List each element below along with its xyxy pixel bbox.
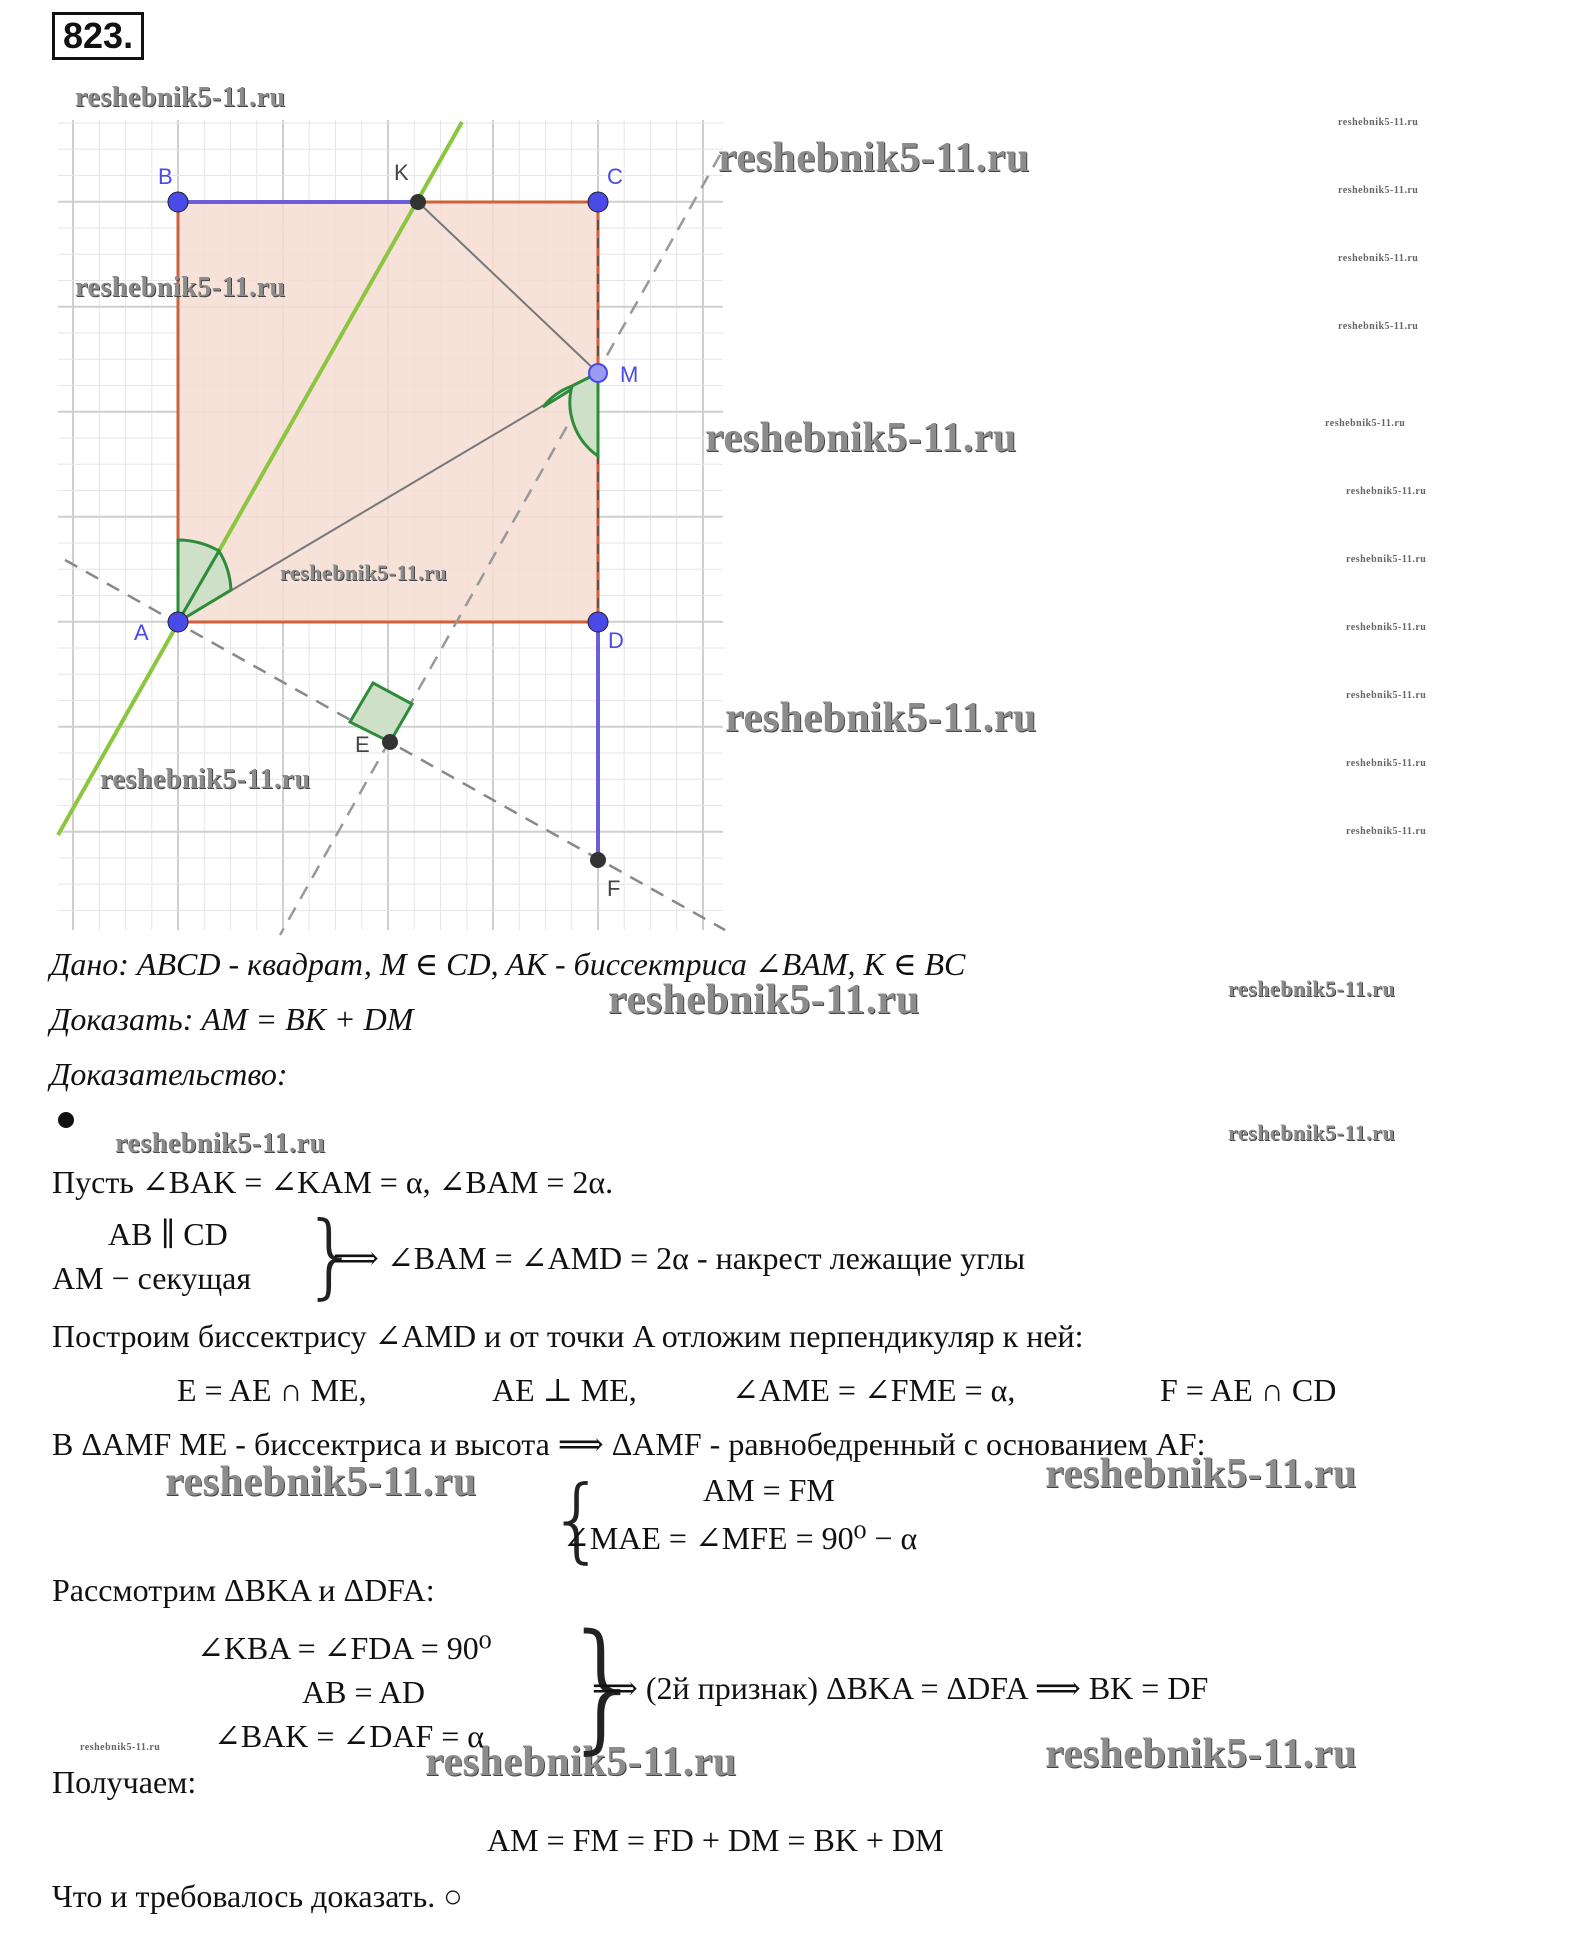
watermark: reshebnik5-11.ru [1045, 1731, 1357, 1777]
watermark: reshebnik5-11.ru [1338, 321, 1419, 332]
watermark: reshebnik5-11.ru [608, 977, 920, 1023]
watermark: reshebnik5-11.ru [115, 1128, 326, 1159]
watermark: reshebnik5-11.ru [1338, 117, 1419, 128]
definition-e: E = AE ∩ ME, [177, 1372, 367, 1408]
square-fill [178, 202, 598, 622]
system2-line-a: AM = FM [703, 1472, 835, 1508]
watermark: reshebnik5-11.ru [1346, 622, 1427, 633]
triangle-amf-line: В ΔAMF ME - биссектриса и высота ⟹ ΔAMF - равнобедренный с основанием AF: [52, 1426, 1206, 1462]
label-k: K [394, 160, 409, 185]
qed-line: Что и требовалось доказать. ○ [52, 1878, 463, 1914]
watermark: reshebnik5-11.ru [75, 272, 286, 303]
label-d: D [608, 628, 624, 653]
label-b: B [158, 164, 173, 189]
point-f [590, 852, 606, 868]
watermark: reshebnik5-11.ru [1045, 1451, 1357, 1497]
watermark: reshebnik5-11.ru [725, 695, 1037, 741]
system3-line-c: ∠BAK = ∠DAF = α [214, 1718, 485, 1754]
label-a: A [134, 620, 149, 645]
point-m [589, 364, 607, 382]
label-m: M [620, 362, 639, 387]
point-d [588, 612, 608, 632]
watermark: reshebnik5-11.ru [1346, 758, 1427, 769]
watermark: reshebnik5-11.ru [1228, 976, 1396, 1001]
watermark: reshebnik5-11.ru [1338, 253, 1419, 264]
system3-line-b: AB = AD [302, 1674, 425, 1710]
definition-perpendicular: AE ⊥ ME, [492, 1372, 637, 1408]
label-f: F [607, 876, 621, 901]
point-b [168, 192, 188, 212]
watermark: reshebnik5-11.ru [425, 1739, 737, 1785]
system1-line-a: AB ∥ CD [108, 1216, 228, 1252]
let-line: Пусть ∠BAK = ∠KAM = α, ∠BAM = 2α. [52, 1164, 614, 1200]
watermark: reshebnik5-11.ru [1338, 185, 1419, 196]
watermark: reshebnik5-11.ru [1346, 826, 1427, 837]
label-c: C [607, 164, 623, 189]
point-k [410, 194, 426, 210]
prove-line: Доказать: AM = BK + DM [50, 1001, 414, 1037]
system2-line-b: ∠MAE = ∠MFE = 90⁰ − α [563, 1520, 918, 1556]
right-brace-1: } [302, 1202, 361, 1309]
point-e [382, 734, 398, 750]
watermark: reshebnik5-11.ru [1325, 418, 1406, 429]
left-brace-2: { [548, 1466, 607, 1573]
watermark: reshebnik5-11.ru [80, 1742, 161, 1753]
construct-line: Построим биссектрису ∠AMD и от точки A отложим перпендикуляр к ней: [52, 1318, 1084, 1354]
watermark: reshebnik5-11.ru [1346, 486, 1427, 497]
watermark: reshebnik5-11.ru [1228, 1120, 1396, 1145]
system1-result: ⟹ ∠BAM = ∠AMD = 2α - накрест лежащие углы [333, 1240, 1026, 1276]
system3-line-a: ∠KBA = ∠FDA = 90⁰ [197, 1630, 492, 1666]
watermark: reshebnik5-11.ru [1346, 690, 1427, 701]
watermark: reshebnik5-11.ru [165, 1459, 477, 1505]
proof-heading: Доказательство: [50, 1056, 288, 1092]
system3-result: ⟹ (2й признак) ΔBKA = ΔDFA ⟹ BK = DF [592, 1670, 1209, 1706]
point-a [168, 612, 188, 632]
point-c [588, 192, 608, 212]
watermark: reshebnik5-11.ru [280, 560, 448, 585]
watermark: reshebnik5-11.ru [705, 415, 1017, 461]
definition-angle: ∠AME = ∠FME = α, [732, 1372, 1016, 1408]
watermark: reshebnik5-11.ru [718, 135, 1030, 181]
bullet [58, 1112, 74, 1128]
definition-f: F = AE ∩ CD [1160, 1372, 1337, 1408]
watermark: reshebnik5-11.ru [100, 764, 311, 795]
right-brace-3: } [560, 1605, 650, 1768]
consider-line: Рассмотрим ΔBKA и ΔDFA: [52, 1572, 435, 1608]
label-e: E [355, 732, 370, 757]
watermark: reshebnik5-11.ru [1346, 554, 1427, 565]
problem-number: 823. [52, 12, 144, 60]
obtain-line: Получаем: [52, 1764, 197, 1800]
final-equation: AM = FM = FD + DM = BK + DM [487, 1822, 944, 1858]
watermark: reshebnik5-11.ru [75, 82, 286, 113]
system1-line-b: AM − секущая [52, 1260, 252, 1296]
given-line: Дано: ABCD - квадрат, M ∈ CD, AK - биссектриса ∠BAM, K ∈ BC [50, 946, 966, 982]
